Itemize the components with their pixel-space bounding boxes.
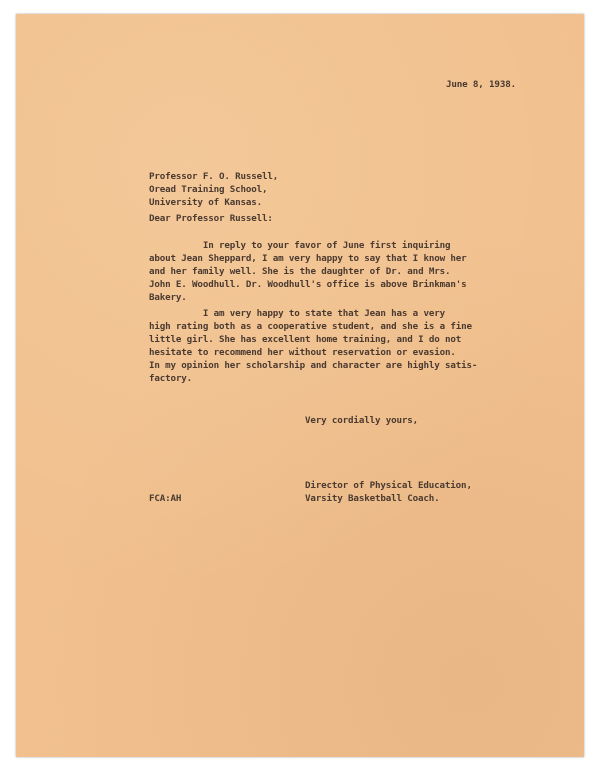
paragraph-line: about Jean Sheppard, I am very happy to say that I know her	[149, 253, 467, 264]
recipient-line: Oread Training School,	[149, 184, 268, 195]
paragraph-line: In my opinion her scholarship and character are highly satis-	[149, 360, 478, 371]
signature-title: Varsity Basketball Coach.	[305, 493, 440, 504]
paragraph-line: hesitate to recommend her without reservation or evasion.	[149, 347, 456, 358]
body-paragraph-1	[149, 239, 467, 304]
signature-title: Director of Physical Education,	[305, 480, 472, 491]
signature-block	[305, 479, 472, 505]
reference-initials: FCA:AH	[149, 493, 182, 504]
paragraph-line: little girl. She has excellent home training, and I do not	[149, 334, 462, 345]
recipient-line: Professor F. O. Russell,	[149, 171, 279, 182]
letter-page	[16, 14, 584, 757]
paragraph-line: factory.	[149, 373, 193, 384]
recipient-line: University of Kansas.	[149, 197, 263, 208]
salutation: Dear Professor Russell:	[149, 213, 273, 224]
body-paragraph-2	[149, 307, 477, 385]
recipient-address	[149, 170, 278, 209]
paragraph-line: John E. Woodhull. Dr. Woodhull's office is above Brinkman's	[149, 279, 467, 290]
paragraph-line: I am very happy to state that Jean has a very	[149, 308, 445, 319]
complimentary-closing: Very cordially yours,	[305, 415, 419, 426]
letter-date: June 8, 1938.	[446, 79, 516, 90]
paragraph-line: high rating both as a cooperative student, and she is a fine	[149, 321, 472, 332]
paragraph-line: In reply to your favor of June first inquiring	[149, 240, 451, 251]
paragraph-line: and her family well. She is the daughter of Dr. and Mrs.	[149, 266, 451, 277]
paragraph-line: Bakery.	[149, 292, 187, 303]
